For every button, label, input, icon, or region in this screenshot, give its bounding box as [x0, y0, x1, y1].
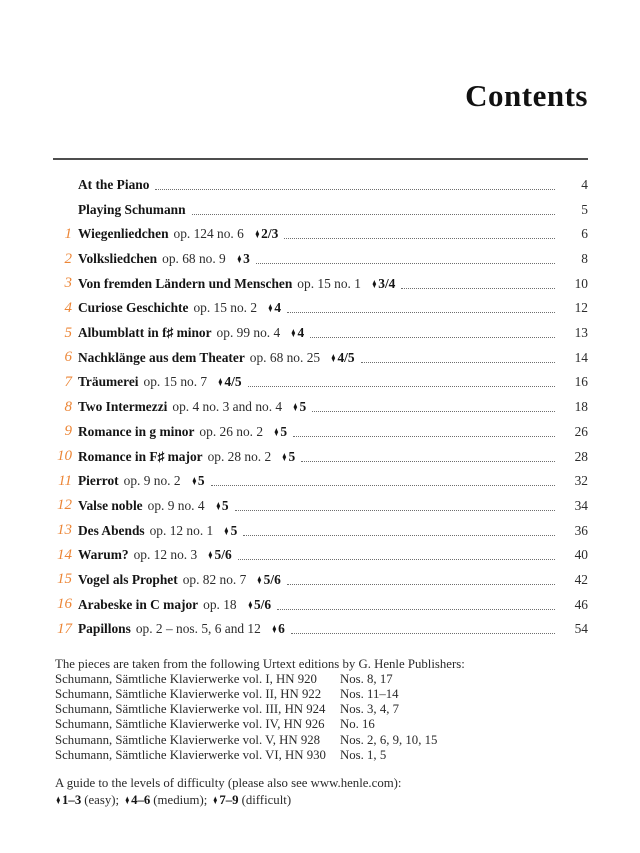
entry-title: Träumerei — [78, 374, 139, 390]
sources-table — [53, 672, 588, 763]
entry-number: 7 — [64, 373, 72, 390]
difficulty-badge — [330, 350, 354, 366]
entry-number: 17 — [57, 620, 72, 637]
entry-opus: op. 82 no. 7 — [182, 571, 247, 587]
entry-title: Vogel als Prophet — [78, 571, 178, 587]
entry-title: Warum? — [78, 547, 129, 563]
difficulty-value: 5/6 — [253, 596, 272, 612]
guide-label: (difficult) — [241, 793, 292, 808]
entry-title: Curiose Geschichte — [78, 300, 189, 316]
dot-leader — [235, 510, 555, 511]
entry-page-number: 12 — [574, 300, 588, 316]
entry-title: Papillons — [78, 621, 131, 637]
difficulty-guide-section — [53, 775, 588, 808]
difficulty-diamond-icon: ♦ — [218, 374, 223, 390]
dot-leader — [312, 411, 555, 412]
entry-number: 1 — [64, 225, 72, 242]
dot-leader — [301, 461, 555, 462]
dot-leader — [287, 312, 555, 313]
difficulty-value: 5 — [230, 522, 238, 538]
entry-page-number: 16 — [574, 374, 588, 390]
header-rule — [53, 158, 588, 160]
dot-leader — [277, 609, 555, 610]
difficulty-diamond-icon: ♦ — [255, 226, 260, 242]
entry-opus: op. 9 no. 2 — [123, 473, 181, 489]
toc-row — [53, 568, 588, 593]
entry-number: 6 — [64, 349, 72, 366]
difficulty-badge — [273, 424, 287, 440]
guide-range — [55, 793, 81, 807]
difficulty-badge — [267, 300, 281, 316]
difficulty-value: 6 — [278, 621, 285, 637]
entry-title: Valse noble — [78, 497, 143, 513]
entry-page-number: 5 — [581, 201, 588, 217]
difficulty-badge — [371, 276, 395, 292]
entry-number: 13 — [57, 522, 72, 539]
dot-leader — [293, 436, 555, 437]
entry-page-number: 36 — [574, 522, 588, 538]
difficulty-diamond-icon: ♦ — [372, 275, 377, 291]
toc-row — [53, 395, 588, 420]
entry-page-number: 46 — [574, 596, 588, 612]
toc-row — [53, 345, 588, 370]
sources-intro: The pieces are taken from the following Urtext editions by G. Henle Publishers: — [55, 656, 465, 671]
difficulty-diamond-icon: ♦ — [247, 596, 253, 612]
difficulty-value: 4/5 — [224, 374, 242, 390]
entry-number: 5 — [64, 324, 72, 341]
difficulty-guide-line — [55, 792, 588, 808]
entry-opus: op. 12 no. 3 — [133, 547, 198, 563]
difficulty-diamond-icon: ♦ — [56, 793, 61, 808]
toc-row — [53, 271, 588, 296]
entry-page-number: 28 — [574, 448, 588, 464]
dot-leader — [192, 214, 555, 215]
guide-level — [212, 793, 291, 807]
dot-leader — [256, 263, 555, 264]
toc-row — [53, 173, 588, 198]
entry-opus: op. 28 no. 2 — [207, 448, 272, 464]
toc-row — [53, 494, 588, 519]
difficulty-value: 3/4 — [378, 275, 396, 291]
difficulty-value: 5/6 — [214, 547, 232, 563]
toc-row — [53, 518, 588, 543]
toc-row — [53, 419, 588, 444]
source-edition: Schumann, Sämtliche Klavierwerke vol. V, HN 928 — [55, 732, 321, 747]
difficulty-badge — [247, 597, 271, 613]
entry-opus: op. 124 no. 6 — [173, 226, 244, 242]
dot-leader — [248, 386, 555, 387]
entry-title: Albumblatt in f♯ minor — [78, 325, 212, 341]
dot-leader — [310, 337, 555, 338]
difficulty-diamond-icon: ♦ — [224, 522, 229, 538]
toc-row — [53, 592, 588, 617]
entry-opus: op. 26 no. 2 — [199, 423, 264, 439]
entry-page-number: 40 — [574, 547, 588, 563]
difficulty-value: 5 — [197, 473, 205, 489]
difficulty-badge — [256, 572, 280, 588]
entry-opus: op. 18 — [203, 596, 237, 612]
entry-page-number: 34 — [574, 497, 588, 513]
entry-title: Playing Schumann — [78, 201, 186, 217]
sources-section — [53, 657, 588, 763]
toc-row — [53, 370, 588, 395]
difficulty-diamond-icon: ♦ — [268, 300, 273, 316]
dot-leader — [155, 189, 555, 190]
entry-number: 12 — [57, 497, 72, 514]
toc-row — [53, 321, 588, 346]
page-title: Contents — [465, 78, 588, 113]
toc-row — [53, 296, 588, 321]
difficulty-value: 4/5 — [337, 349, 355, 365]
entry-number: 2 — [64, 250, 72, 267]
difficulty-badge — [290, 325, 304, 341]
entry-page-number: 13 — [574, 325, 588, 341]
entry-title: Romance in g minor — [78, 423, 195, 439]
entry-opus: op. 15 no. 1 — [297, 275, 361, 291]
difficulty-badge — [292, 399, 306, 415]
entry-opus: op. 15 no. 7 — [143, 374, 208, 390]
difficulty-guide-intro: A guide to the levels of difficulty (please also see www.henle.com): — [55, 776, 402, 791]
dot-leader — [243, 535, 555, 536]
source-row — [55, 748, 588, 763]
toc-list — [53, 173, 588, 642]
entry-number: 14 — [57, 546, 72, 563]
difficulty-badge — [215, 498, 229, 514]
difficulty-diamond-icon: ♦ — [282, 448, 287, 464]
entry-title: Volksliedchen — [78, 251, 158, 266]
entry-number: 15 — [57, 571, 72, 588]
source-edition: Schumann, Sämtliche Klavierwerke vol. IV, HN 926 — [55, 717, 325, 732]
difficulty-diamond-icon: ♦ — [208, 547, 213, 563]
toc-row — [53, 197, 588, 222]
toc-row — [53, 543, 588, 568]
difficulty-badge — [217, 374, 241, 390]
entry-title: Wiegenliedchen — [78, 226, 169, 242]
entry-page-number: 14 — [574, 349, 588, 365]
entry-title: Two Intermezzi — [78, 399, 168, 415]
difficulty-value: 5 — [280, 423, 288, 439]
difficulty-diamond-icon: ♦ — [274, 423, 279, 439]
difficulty-diamond-icon: ♦ — [257, 571, 262, 587]
difficulty-diamond-icon: ♦ — [215, 497, 221, 513]
entry-title: Pierrot — [78, 473, 119, 489]
entry-opus: op. 15 no. 2 — [193, 300, 258, 316]
entry-number: 8 — [64, 398, 72, 415]
source-row — [55, 717, 588, 732]
source-row — [55, 672, 588, 687]
difficulty-badge — [191, 473, 205, 489]
difficulty-diamond-icon: ♦ — [213, 793, 218, 808]
source-edition: Schumann, Sämtliche Klavierwerke vol. II, HN 922 — [55, 687, 322, 702]
difficulty-diamond-icon: ♦ — [272, 621, 277, 637]
dot-leader — [291, 633, 555, 634]
source-row — [55, 687, 588, 702]
source-numbers: Nos. 1, 5 — [340, 747, 387, 762]
guide-range-value: 7–9 — [219, 793, 239, 808]
entry-page-number: 4 — [581, 176, 588, 192]
difficulty-value: 5 — [288, 448, 296, 464]
source-edition: Schumann, Sämtliche Klavierwerke vol. I, HN 920 — [55, 671, 317, 686]
dot-leader — [238, 559, 555, 560]
entry-number: 11 — [58, 472, 72, 489]
entry-number: 10 — [57, 448, 72, 464]
guide-level — [124, 793, 207, 807]
entry-title: Von fremden Ländern und Menschen — [78, 275, 293, 291]
entry-page-number: 10 — [574, 275, 588, 291]
entry-number: 3 — [64, 275, 72, 292]
entry-opus: op. 12 no. 1 — [149, 522, 214, 538]
source-row — [55, 702, 588, 717]
toc-row — [53, 617, 588, 642]
difficulty-badge — [207, 547, 231, 563]
entry-opus: op. 4 no. 3 and no. 4 — [172, 399, 283, 415]
source-row — [55, 733, 588, 748]
entry-page-number: 54 — [574, 621, 588, 637]
entry-opus: op. 68 no. 9 — [162, 251, 226, 266]
toc-row — [53, 469, 588, 494]
entry-number: 16 — [57, 596, 72, 613]
source-numbers: Nos. 3, 4, 7 — [340, 702, 400, 717]
entry-title: Arabeske in C major — [78, 596, 199, 612]
difficulty-diamond-icon: ♦ — [293, 399, 298, 415]
entry-opus: op. 2 – nos. 5, 6 and 12 — [135, 621, 261, 637]
source-edition: Schumann, Sämtliche Klavierwerke vol. III, HN 924 — [55, 702, 326, 717]
guide-label: (medium); — [153, 793, 208, 808]
entry-opus: op. 68 no. 25 — [249, 349, 321, 365]
dot-leader — [287, 584, 555, 585]
entry-page-number: 18 — [574, 399, 588, 415]
difficulty-diamond-icon: ♦ — [291, 325, 296, 341]
entry-title: At the Piano — [78, 176, 150, 192]
entry-title: Nachklänge aus dem Theater — [78, 349, 245, 365]
toc-row — [53, 247, 588, 272]
difficulty-badge — [236, 251, 250, 267]
source-numbers: Nos. 11–14 — [340, 687, 399, 702]
dot-leader — [401, 288, 555, 289]
difficulty-diamond-icon: ♦ — [331, 349, 336, 365]
entry-number: 9 — [64, 423, 72, 440]
dot-leader — [284, 238, 555, 239]
guide-range-value: 1–3 — [62, 793, 82, 808]
difficulty-value: 5 — [299, 399, 307, 415]
difficulty-diamond-icon: ♦ — [125, 793, 130, 808]
guide-level — [55, 793, 119, 807]
difficulty-value: 3 — [243, 251, 250, 266]
guide-range-value: 4–6 — [131, 793, 151, 808]
toc-row — [53, 444, 588, 469]
dot-leader — [211, 485, 555, 486]
entry-page-number: 26 — [574, 423, 588, 439]
entry-opus: op. 9 no. 4 — [147, 497, 205, 513]
source-edition: Schumann, Sämtliche Klavierwerke vol. VI, HN 930 — [55, 747, 326, 762]
difficulty-value: 4 — [274, 300, 282, 316]
entry-title: Des Abends — [78, 522, 145, 538]
difficulty-badge — [281, 449, 295, 465]
entry-title: Romance in F♯ major — [78, 448, 203, 464]
difficulty-value: 5/6 — [263, 571, 281, 587]
difficulty-badge — [271, 621, 285, 637]
source-numbers: No. 16 — [340, 717, 375, 732]
guide-range — [124, 793, 150, 807]
entry-page-number: 32 — [574, 473, 588, 489]
source-numbers: Nos. 2, 6, 9, 10, 15 — [340, 732, 438, 747]
entry-opus: op. 99 no. 4 — [216, 325, 281, 341]
source-numbers: Nos. 8, 17 — [340, 671, 393, 686]
entry-page-number: 6 — [581, 226, 588, 242]
difficulty-value: 5 — [221, 497, 229, 513]
difficulty-diamond-icon: ♦ — [237, 251, 242, 266]
difficulty-badge — [254, 226, 278, 242]
dot-leader — [361, 362, 555, 363]
toc-row — [53, 222, 588, 247]
difficulty-badge — [223, 523, 237, 539]
guide-range — [212, 793, 238, 807]
entry-page-number: 8 — [581, 251, 588, 266]
difficulty-diamond-icon: ♦ — [191, 473, 197, 489]
entry-number: 4 — [64, 299, 72, 316]
difficulty-value: 4 — [297, 325, 305, 341]
guide-label: (easy); — [84, 793, 120, 808]
difficulty-value: 2/3 — [261, 226, 279, 242]
entry-page-number: 42 — [574, 571, 588, 587]
